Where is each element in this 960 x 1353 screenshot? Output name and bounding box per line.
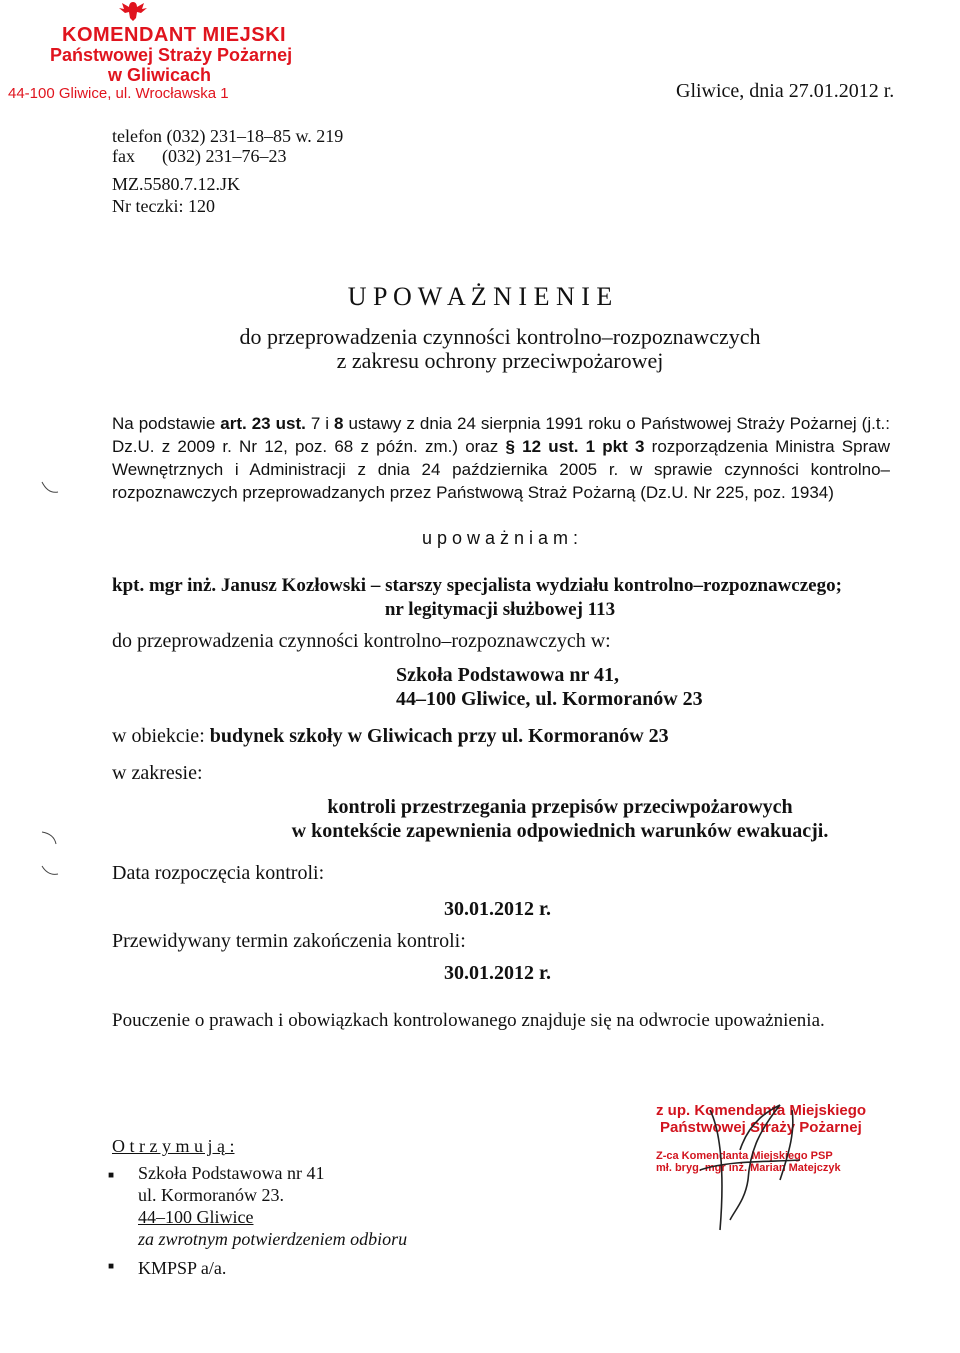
signature-stamp-line: Z-ca Komendanta Miejskiego PSP <box>656 1150 833 1162</box>
recipients-heading: O t r z y m u j ą : <box>112 1136 235 1156</box>
legal-basis-text: Na podstawie <box>112 414 221 433</box>
end-date-label: Przewidywany termin zakończenia kontroli: <box>112 930 466 952</box>
legal-basis-article: art. 23 ust. <box>220 414 306 433</box>
object-line <box>112 725 669 748</box>
document-title: U P O W A Ż N I E N I E <box>347 282 613 311</box>
stamp-title: KOMENDANT MIEJSKI <box>62 24 287 46</box>
legal-basis-paragraph-ref: § 12 ust. 1 pkt 3 <box>505 437 645 456</box>
phone-line: telefon (032) 231–18–85 w. 219 <box>112 126 344 146</box>
object-label: w obiekcie: <box>112 725 210 747</box>
authorized-person: kpt. mgr inż. Janusz Kozłowski – starszy specjalista wydziału kontrolno–rozpoznawczego; <box>112 575 842 596</box>
reference-number: MZ.5580.7.12.JK <box>112 174 241 194</box>
legal-basis-paragraph <box>112 412 890 504</box>
recipient-1-name: ■ Szkoła Podstawowa nr 41 <box>138 1162 407 1184</box>
legal-basis-article: 8 <box>334 414 344 433</box>
stamp-subtitle: Państwowej Straży Pożarnej <box>50 45 293 65</box>
entity-name: Szkoła Podstawowa nr 41, <box>396 664 619 686</box>
scope-intro: do przeprowadzenia czynności kontrolno–rozpoznawczych w: <box>112 630 611 652</box>
signature-stamp-line: mł. bryg. mgr inż. Marian Matejczyk <box>656 1162 841 1174</box>
end-date-value: 30.01.2012 r. <box>444 962 552 984</box>
signature-stamp-line: z up. Komendanta Miejskiego <box>656 1102 867 1119</box>
range-line-2: w kontekście zapewnienia odpowiednich warunków ewakuacji. <box>291 820 829 842</box>
stamp-address: 44-100 Gliwice, ul. Wrocławska 1 <box>8 85 229 102</box>
title-sub-2: z zakresu ochrony przeciwpożarowej <box>336 348 664 373</box>
recipient-2: ■ KMPSP a/a. <box>138 1258 226 1279</box>
start-date-value: 30.01.2012 r. <box>444 898 552 920</box>
recipient-1-note: za zwrotnym potwierdzeniem odbioru <box>138 1229 408 1249</box>
id-number: nr legitymacji służbowej 113 <box>384 599 616 620</box>
handwritten-signature-icon <box>680 1090 820 1240</box>
hole-punch-mark-icon <box>40 480 60 500</box>
recipient-1-street: ul. Kormoranów 23. <box>138 1185 284 1205</box>
recipient-1-city: 44–100 Gliwice <box>138 1207 254 1227</box>
signature-stamp-line: Państwowej Straży Pożarnej <box>660 1119 862 1136</box>
legal-basis-text: 7 i <box>305 414 335 433</box>
authorize-heading: u p o w a ż n i a m : <box>421 528 579 548</box>
entity-address: 44–100 Gliwice, ul. Kormoranów 23 <box>396 688 703 710</box>
stamp-city: w Gliwicach <box>108 65 212 85</box>
recipient-1 <box>138 1162 407 1250</box>
object-value: budynek szkoły w Gliwicach przy ul. Kormoranów 23 <box>209 725 669 747</box>
hole-punch-mark-icon <box>40 830 60 880</box>
legal-basis-text: ustawy z dnia 24 sierpnia 1991 roku o Państwowej Straży Pożarnej (j.t.: Dz.U. z 2009 r. Nr 12, poz. 68 z późn. zm.) oraz <box>112 414 890 456</box>
legal-basis-text: rozporządzenia Ministra Spraw Wewnętrznych i Administracji z dnia 24 października 2005 r. w sprawie czynności kontrolno–rozpoznawczych przeprowadzanych przez Państwową Straż Pożarną (Dz.U. Nr 225, poz. 1934) <box>112 437 890 502</box>
place-date: Gliwice, dnia 27.01.2012 r. <box>676 80 895 102</box>
file-number: Nr teczki: 120 <box>112 196 215 216</box>
start-date-label: Data rozpoczęcia kontroli: <box>112 862 325 884</box>
rights-notice: Pouczenie o prawach i obowiązkach kontrolowanego znajduje się na odwrocie upoważnienia. <box>112 1010 825 1031</box>
title-sub-1: do przeprowadzenia czynności kontrolno–rozpoznawczych <box>239 324 761 349</box>
range-label: w zakresie: <box>112 762 203 784</box>
range-line-1: kontroli przestrzegania przepisów przeciwpożarowych <box>327 796 793 818</box>
eagle-emblem-icon <box>116 0 150 22</box>
fax-line: fax (032) 231–76–23 <box>112 146 287 166</box>
